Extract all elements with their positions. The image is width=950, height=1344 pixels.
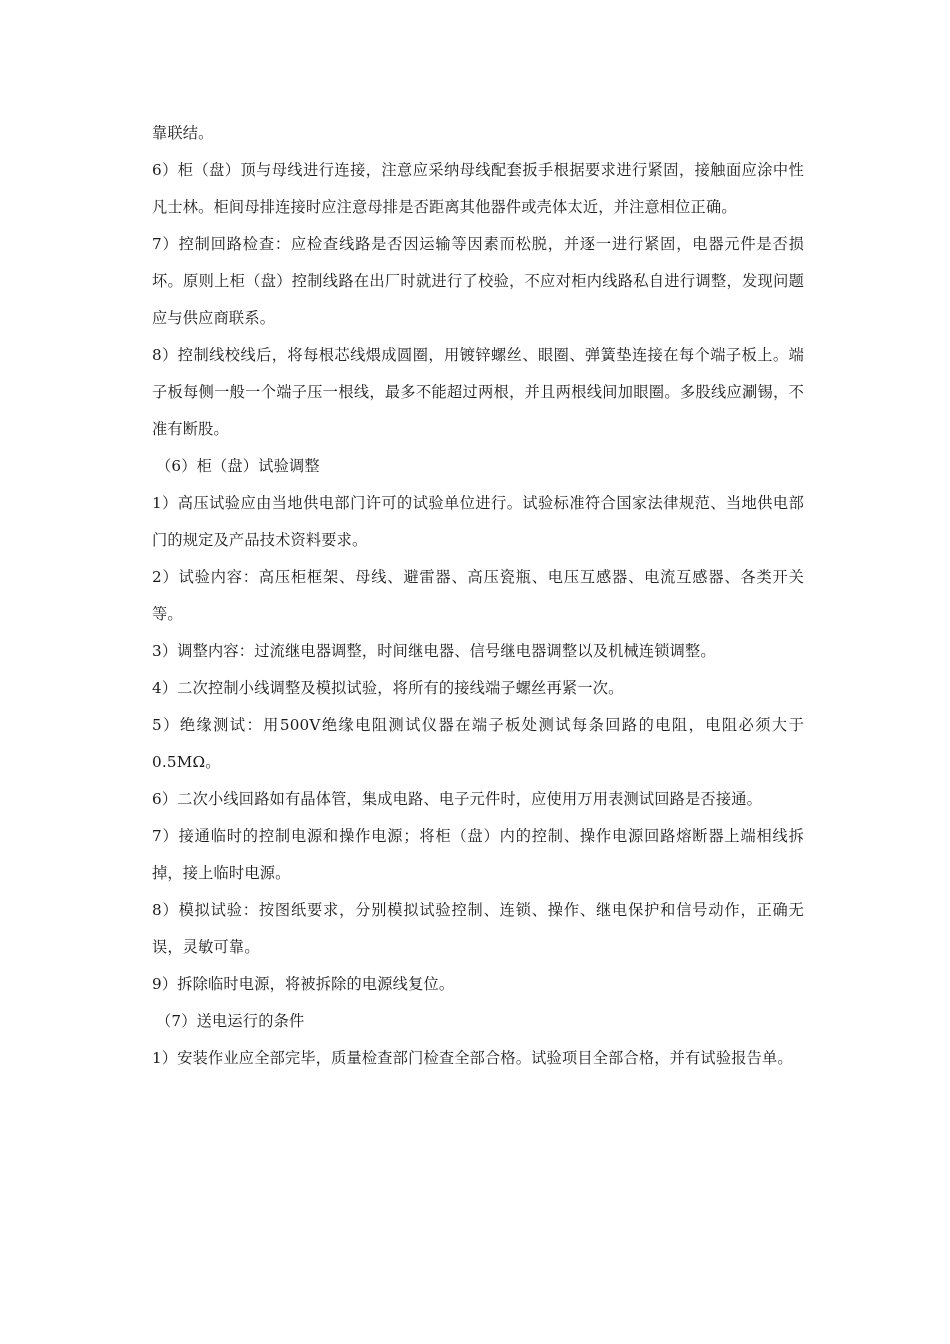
paragraph-test-7: 7）接通临时的控制电源和操作电源；将柜（盘）内的控制、操作电源回路熔断器上端相线拆掉，接上临时电源。 <box>152 827 804 882</box>
paragraph-item-6-busbar: 6）柜（盘）顶与母线进行连接，注意应采纳母线配套扳手根据要求进行紧固，接触面应涂中性凡士林。柜间母排连接时应注意母排是否距离其他器件或壳体太近，并注意相位正确。 <box>152 161 804 216</box>
paragraph-test-8: 8）模拟试验：按图纸要求，分别模拟试验控制、连锁、操作、继电保护和信号动作，正确无误，灵敏可靠。 <box>152 901 804 956</box>
paragraph-power-on-1: 1）安装作业应全部完毕，质量检查部门检查全部合格。试验项目全部合格，并有试验报告单。 <box>152 1049 793 1067</box>
paragraph-test-5: 5）绝缘测试：用500V绝缘电阻测试仪器在端子板处测试每条回路的电阻，电阻必须大于0.5MΩ。 <box>152 716 804 771</box>
paragraph-test-4: 4）二次控制小线调整及模拟试验，将所有的接线端子螺丝再紧一次。 <box>152 679 624 697</box>
section-heading-6: （6）柜（盘）试验调整 <box>156 457 320 475</box>
section-heading-7: （7）送电运行的条件 <box>156 1012 305 1030</box>
paragraph-continuation: 靠联结。 <box>152 124 214 142</box>
document-page <box>152 115 804 1077</box>
paragraph-item-8-wiring: 8）控制线校线后，将每根芯线煨成圆圈，用镀锌螺丝、眼圈、弹簧垫连接在每个端子板上。端子板每侧一般一个端子压一根线，最多不能超过两根，并且两根线间加眼圈。多股线应涮锡，不准有断股。 <box>152 346 804 438</box>
paragraph-test-9: 9）拆除临时电源，将被拆除的电源线复位。 <box>152 975 455 993</box>
paragraph-test-2: 2）试验内容：高压柜框架、母线、避雷器、高压瓷瓶、电压互感器、电流互感器、各类开关等。 <box>152 568 804 623</box>
paragraph-test-6: 6）二次小线回路如有晶体管，集成电路、电子元件时，应使用万用表测试回路是否接通。 <box>152 790 762 808</box>
paragraph-test-3: 3）调整内容：过流继电器调整，时间继电器、信号继电器调整以及机械连锁调整。 <box>152 642 716 660</box>
paragraph-test-1: 1）高压试验应由当地供电部门许可的试验单位进行。试验标准符合国家法律规范、当地供电部门的规定及产品技术资料要求。 <box>152 494 804 549</box>
paragraph-item-7-control-circuit: 7）控制回路检查：应检查线路是否因运输等因素而松脱，并逐一进行紧固，电器元件是否损坏。原则上柜（盘）控制线路在出厂时就进行了校验，不应对柜内线路私自进行调整，发现问题应与供应商联系。 <box>152 235 804 327</box>
